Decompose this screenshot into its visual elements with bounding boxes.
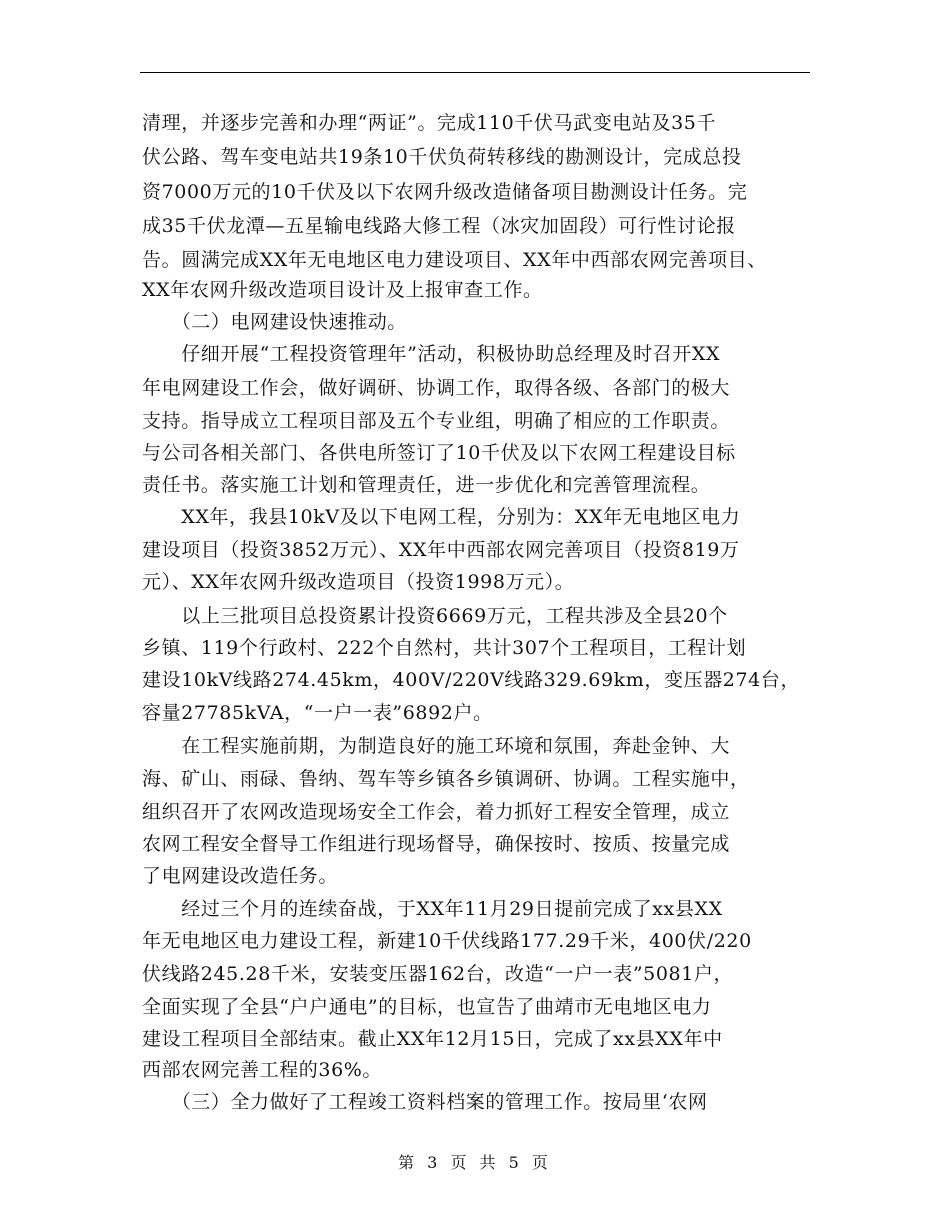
text-line: 责任书。落实施工计划和管理责任，进一步优化和完善管理流程。 <box>142 474 711 496</box>
page-number-footer: 第 3 页 共 5 页 <box>398 1153 552 1172</box>
text-line: 以上三批项目总投资累计投资6669万元，工程共涉及全县20个 <box>142 605 728 627</box>
text-line: 建设项目（投资3852万元）、XX年中西部农网完善项目（投资819万 <box>142 539 740 561</box>
text-line: 仔细开展“工程投资管理年”活动，积极协助总经理及时召开XX <box>142 343 721 365</box>
text-line: XX年农网升级改造项目设计及上报审查工作。 <box>142 279 543 301</box>
text-line: 支持。指导成立工程项目部及五个专业组，明确了相应的工作职责。 <box>142 410 731 432</box>
text-line: 全面实现了全县“户户通电”的目标，也宣告了曲靖市无电地区电力 <box>142 996 712 1018</box>
text-line: 告。圆满完成XX年无电地区电力建设项目、XX年中西部农网完善项目、 <box>142 249 767 271</box>
text-line: 建设10kV线路274.45km，400V/220V线路329.69km，变压器274台， <box>142 669 801 691</box>
text-line: 伏公路、驾车变电站共19条10千伏负荷转移线的勘测设计，完成总投 <box>142 146 742 168</box>
header-rule <box>140 72 810 73</box>
text-line: 年电网建设工作会，做好调研、协调工作，取得各级、各部门的极大 <box>142 377 731 399</box>
text-line: 伏线路245.28千米，安装变压器162台，改造“一户一表”5081户， <box>142 963 734 985</box>
text-line: 西部农网完善工程的36%。 <box>142 1059 383 1081</box>
text-line: 组织召开了农网改造现场安全工作会，着力抓好工程安全管理，成立 <box>142 801 731 823</box>
text-line: XX年，我县10kV及以下电网工程，分别为：XX年无电地区电力 <box>142 506 741 528</box>
text-line: 海、矿山、雨碌、鲁纳、驾车等乡镇各乡镇调研、协调。工程实施中， <box>142 768 750 790</box>
text-line: 在工程实施前期，为制造良好的施工环境和氛围，奔赴金钟、大 <box>142 735 731 757</box>
text-line: 清理，并逐步完善和办理“两证”。完成110千伏马武变电站及35千 <box>142 112 717 134</box>
text-line: 成35千伏龙潭—五星输电线路大修工程（冰灾加固段）可行性讨论报 <box>142 215 736 237</box>
text-line: 容量27785kVA，“一户一表”6892户。 <box>142 702 493 724</box>
text-line: 资7000万元的10千伏及以下农网升级改造储备项目勘测设计任务。完 <box>142 181 748 203</box>
text-line: 经过三个月的连续奋战，于XX年11月29日提前完成了xx县XX <box>142 898 723 920</box>
text-line: 与公司各相关部门、各供电所签订了10千伏及以下农网工程建设目标 <box>142 442 736 464</box>
text-line: 了电网建设改造任务。 <box>142 865 339 887</box>
text-line: 乡镇、119个行政村、222个自然村，共计307个工程项目，工程计划 <box>142 637 747 659</box>
section-heading: （二）电网建设快速推动。 <box>142 311 407 333</box>
text-line: 农网工程安全督导工作组进行现场督导，确保按时、按质、按量完成 <box>142 833 731 855</box>
text-line: 元）、XX年农网升级改造项目（投资1998万元）。 <box>142 571 575 593</box>
section-heading: （三）全力做好了工程竣工资料档案的管理工作。按局里‘农网 <box>142 1091 708 1113</box>
text-line: 年无电地区电力建设工程，新建10千伏线路177.29千米，400伏/220 <box>142 930 752 952</box>
text-line: 建设工程项目全部结束。截止XX年12月15日，完成了xx县XX年中 <box>142 1028 723 1050</box>
